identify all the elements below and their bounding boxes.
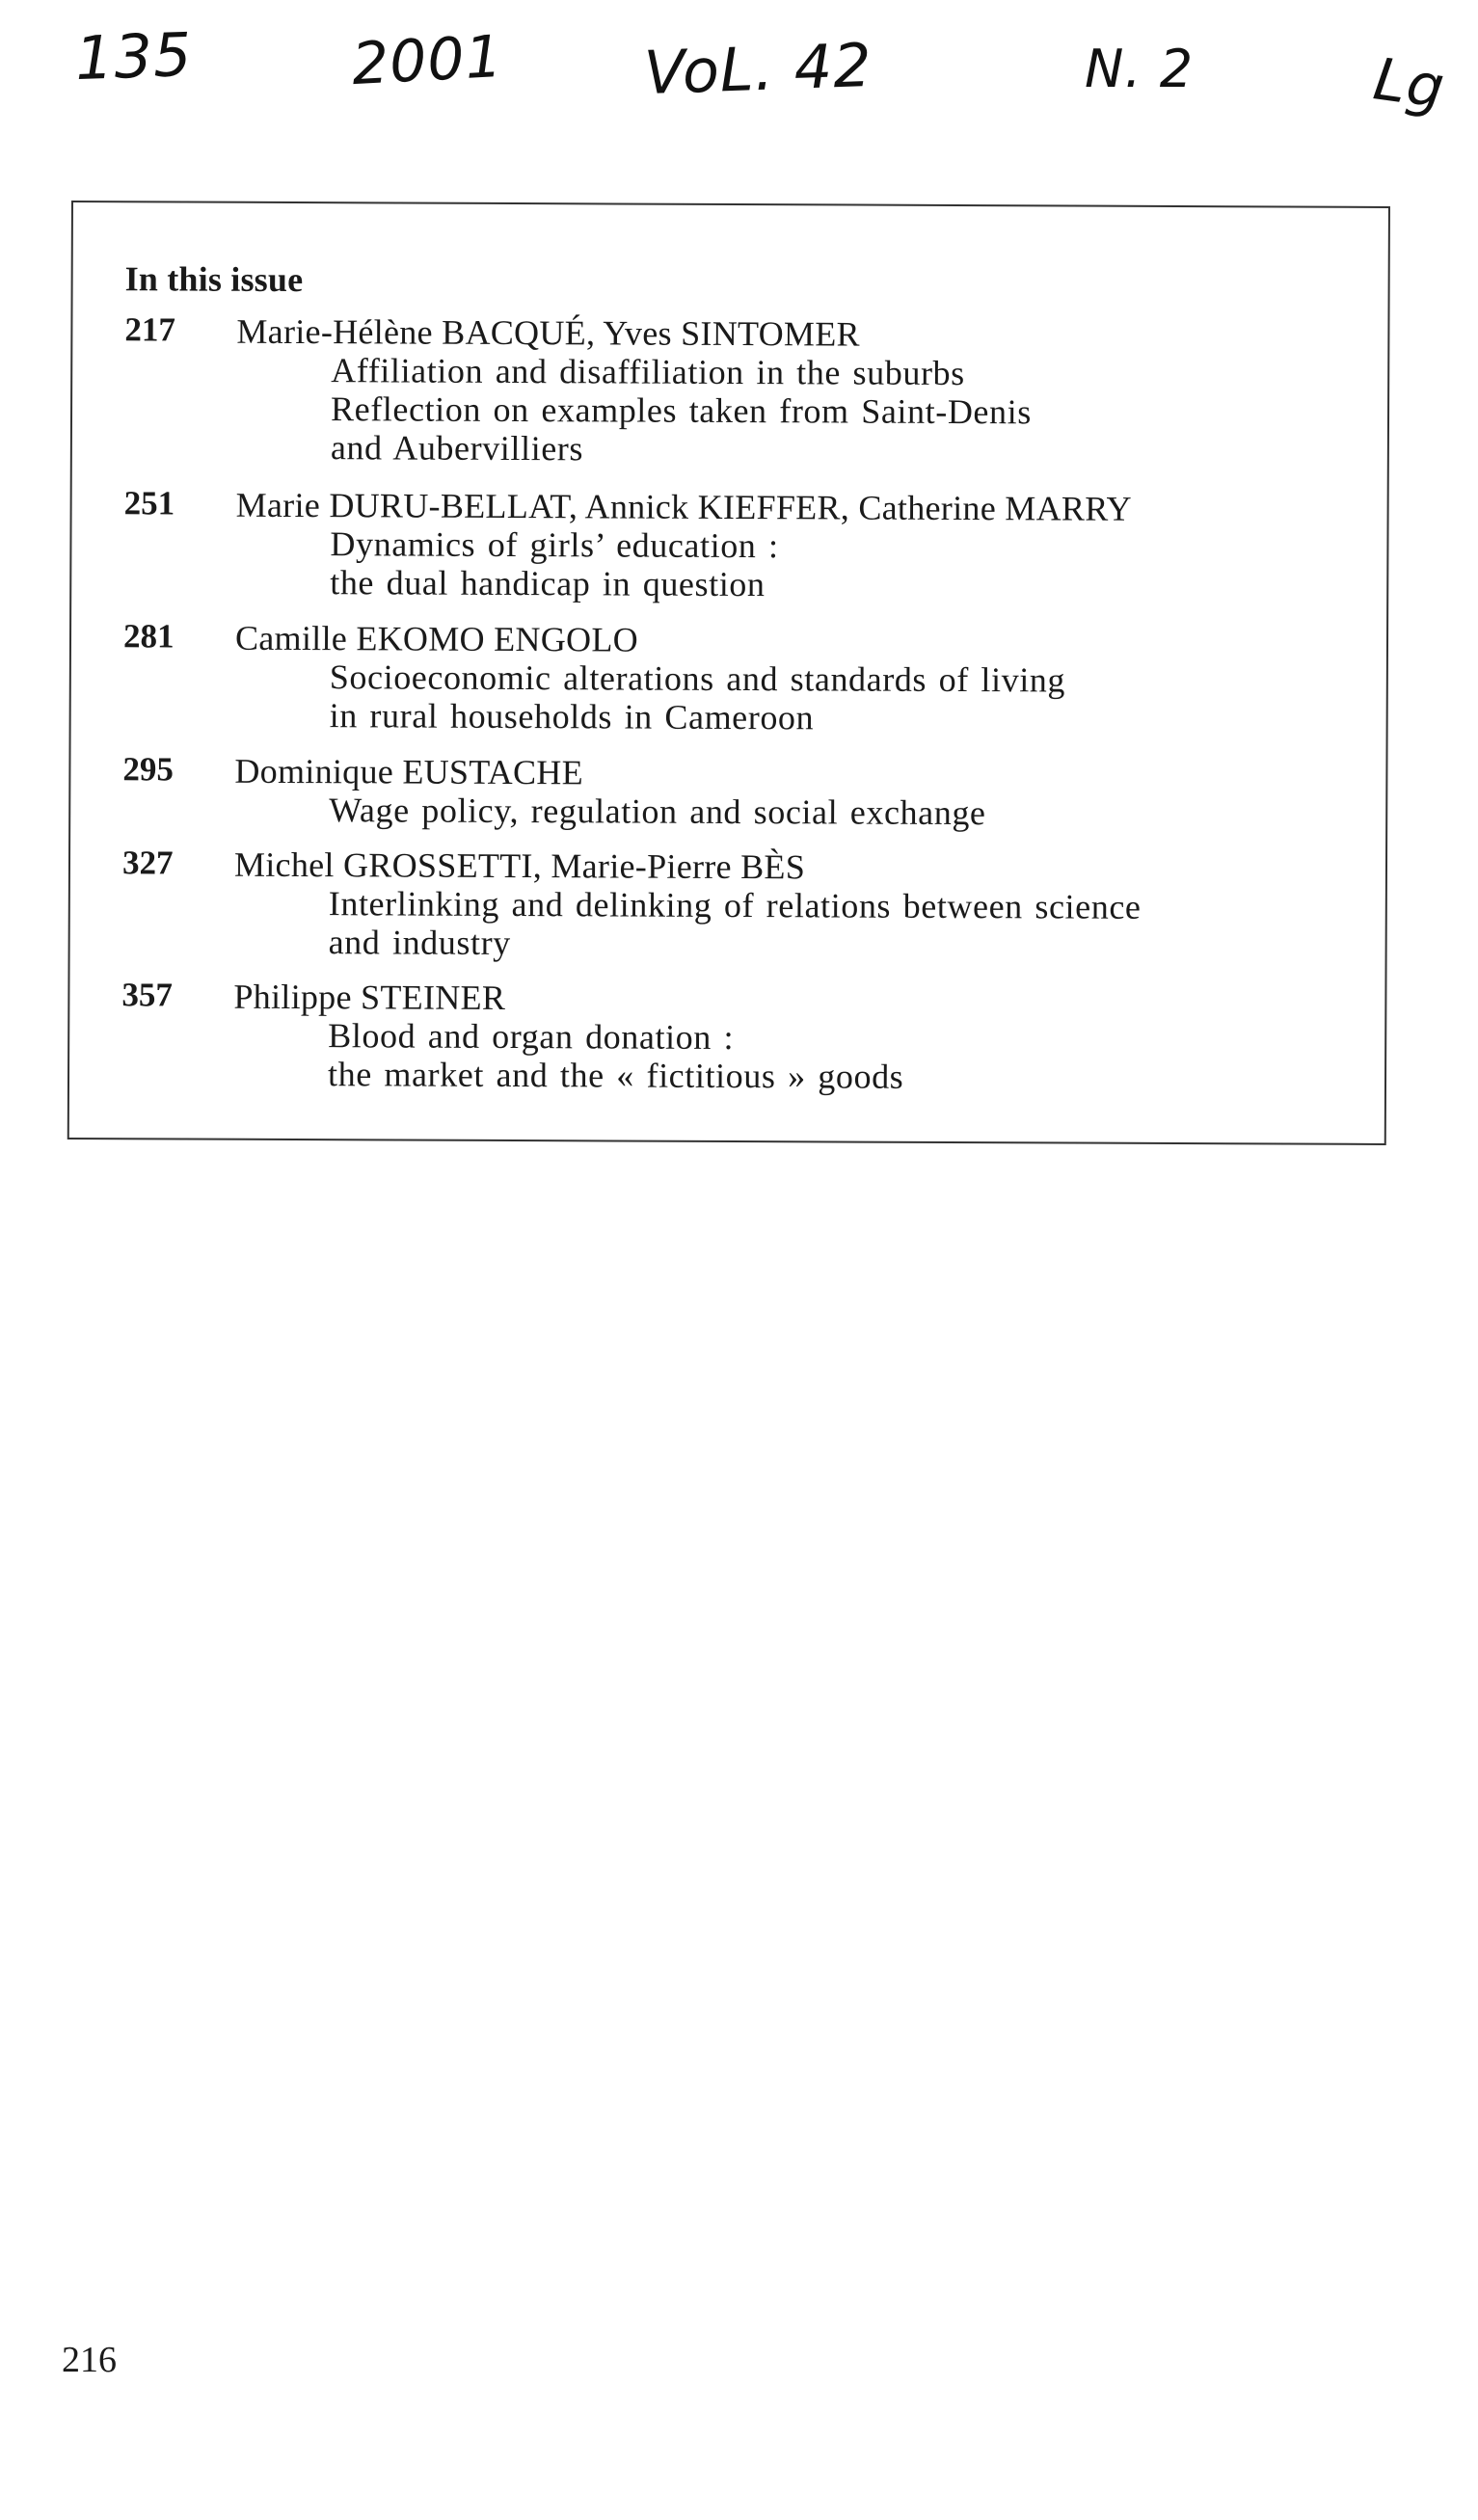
toc-entry bbox=[122, 750, 1357, 833]
entry-title-line: Wage policy, regulation and social exchange bbox=[329, 791, 986, 833]
handwritten-note-issue: N. 2 bbox=[1085, 39, 1195, 99]
entry-title-line: the dual handicap in question bbox=[330, 563, 766, 604]
entry-page-number: 251 bbox=[123, 484, 175, 523]
entry-title-line: the market and the « fictitious » goods bbox=[327, 1055, 904, 1096]
entry-page-number: 327 bbox=[121, 844, 174, 882]
handwritten-note-year: 2001 bbox=[350, 22, 505, 99]
page-number: 216 bbox=[62, 2340, 117, 2380]
handwritten-note-number: 135 bbox=[73, 18, 194, 94]
entry-authors: Camille EKOMO ENGOLO bbox=[234, 618, 639, 659]
toc-entry bbox=[121, 844, 1357, 962]
entry-page-number: 295 bbox=[122, 750, 175, 789]
entry-page-number: 357 bbox=[121, 976, 173, 1014]
handwritten-note-volume: VoL. 42 bbox=[642, 29, 873, 109]
entry-title-line: Dynamics of girls’ education : bbox=[330, 524, 779, 566]
entry-authors: Philippe STEINER bbox=[233, 977, 506, 1017]
entry-title-line: Reflection on examples taken from Saint-Denis bbox=[330, 389, 1032, 432]
toc-entry bbox=[123, 484, 1358, 604]
table-of-contents bbox=[67, 201, 1390, 1145]
entry-authors: Marie DURU-BELLAT, Annick KIEFFER, Catherine MARRY bbox=[235, 485, 1132, 528]
entry-title-line: Affiliation and disaffiliation in the suburbs bbox=[331, 351, 965, 393]
toc-entry bbox=[122, 617, 1357, 737]
handwritten-note-mark: Lg bbox=[1369, 45, 1450, 122]
toc-entry bbox=[121, 976, 1356, 1096]
entry-page-number: 281 bbox=[122, 617, 175, 656]
entry-page-number: 217 bbox=[124, 310, 176, 349]
entry-title-line: and Aubervilliers bbox=[330, 428, 584, 469]
entry-authors: Dominique EUSTACHE bbox=[234, 751, 584, 792]
entry-title-line: Socioeconomic alterations and standards of living bbox=[329, 657, 1066, 700]
entry-authors: Marie-Hélène BACQUÉ, Yves SINTOMER bbox=[236, 311, 860, 354]
entry-title-line: Interlinking and delinking of relations between science bbox=[328, 884, 1142, 926]
entry-authors: Michel GROSSETTI, Marie-Pierre BÈS bbox=[233, 844, 806, 887]
entry-title-line: in rural households in Cameroon bbox=[329, 696, 815, 737]
entry-title-line: and industry bbox=[328, 923, 511, 962]
toc-entry bbox=[124, 310, 1359, 469]
entry-title-line: Blood and organ donation : bbox=[328, 1016, 735, 1058]
toc-heading: In this issue bbox=[124, 259, 304, 300]
